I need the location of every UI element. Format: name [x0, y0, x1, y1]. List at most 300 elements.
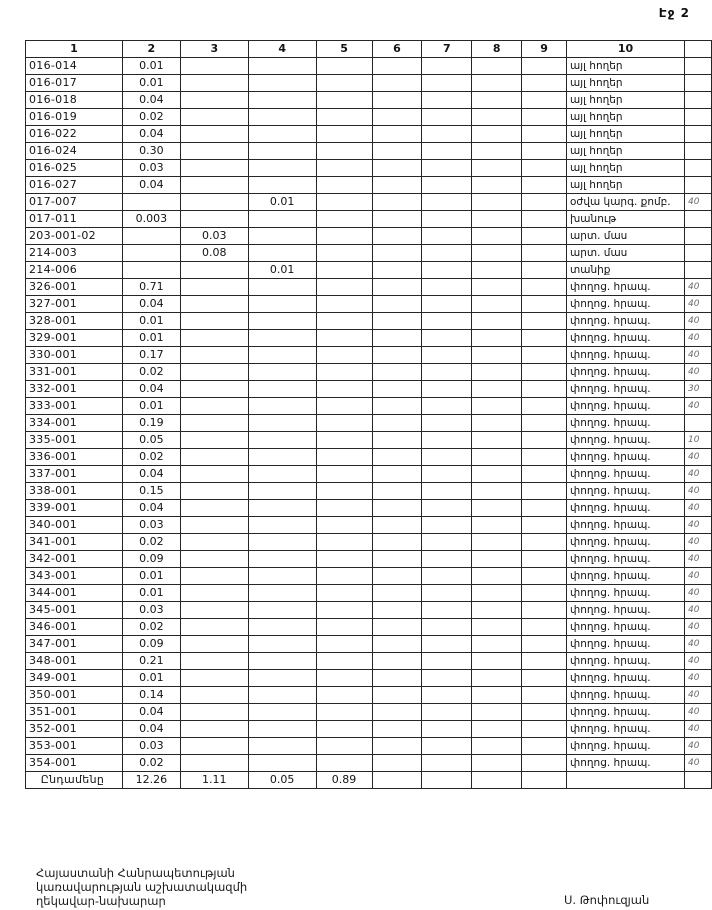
- table-row: [26, 279, 712, 296]
- value-cell: [316, 58, 372, 75]
- value-cell: [472, 211, 522, 228]
- value-cell: [248, 279, 316, 296]
- land-register-table: [25, 40, 712, 789]
- value-cell: [248, 551, 316, 568]
- value-cell: [372, 551, 422, 568]
- description-cell: այլ հողեր: [567, 143, 685, 160]
- value-cell: 0.04: [122, 381, 180, 398]
- value-cell: [248, 449, 316, 466]
- value-cell: [372, 483, 422, 500]
- value-cell: 0.03: [122, 160, 180, 177]
- value-cell: 0.09: [122, 636, 180, 653]
- value-cell: [180, 381, 248, 398]
- value-cell: [522, 670, 567, 687]
- code-cell: 214-006: [26, 262, 123, 279]
- signatory-name: Ս. Թոփուզյան: [564, 893, 650, 907]
- value-cell: [372, 279, 422, 296]
- margin-annotation: 40: [684, 517, 711, 534]
- value-cell: [248, 143, 316, 160]
- description-cell: փողոց. հրապ.: [567, 670, 685, 687]
- value-cell: [472, 500, 522, 517]
- value-cell: 0.21: [122, 653, 180, 670]
- margin-annotation: [684, 143, 711, 160]
- description-cell: այլ հողեր: [567, 92, 685, 109]
- value-cell: [522, 738, 567, 755]
- code-cell: 327-001: [26, 296, 123, 313]
- value-cell: [372, 58, 422, 75]
- value-cell: [316, 262, 372, 279]
- margin-annotation: [684, 126, 711, 143]
- value-cell: [422, 262, 472, 279]
- value-cell: [472, 653, 522, 670]
- margin-annotation: 40: [684, 602, 711, 619]
- margin-annotation: 40: [684, 636, 711, 653]
- value-cell: [372, 517, 422, 534]
- value-cell: [472, 415, 522, 432]
- value-cell: [422, 687, 472, 704]
- description-cell: փողոց. հրապ.: [567, 279, 685, 296]
- value-cell: 0.03: [180, 228, 248, 245]
- table-body: [26, 58, 712, 789]
- description-cell: տանիք: [567, 262, 685, 279]
- code-cell: 336-001: [26, 449, 123, 466]
- table-row: [26, 738, 712, 755]
- table-row: [26, 245, 712, 262]
- value-cell: [316, 364, 372, 381]
- value-cell: [248, 755, 316, 772]
- value-cell: [372, 347, 422, 364]
- margin-annotation: 40: [684, 483, 711, 500]
- value-cell: [316, 194, 372, 211]
- value-cell: [372, 466, 422, 483]
- margin-annotation: 30: [684, 381, 711, 398]
- value-cell: [472, 279, 522, 296]
- value-cell: [316, 585, 372, 602]
- description-cell: այլ հողեր: [567, 160, 685, 177]
- value-cell: [422, 126, 472, 143]
- value-cell: 0.01: [122, 75, 180, 92]
- table-row: [26, 313, 712, 330]
- value-cell: [522, 500, 567, 517]
- value-cell: [372, 75, 422, 92]
- margin-annotation: 40: [684, 721, 711, 738]
- value-cell: [180, 347, 248, 364]
- value-cell: [180, 568, 248, 585]
- value-cell: [522, 517, 567, 534]
- table-row: [26, 534, 712, 551]
- value-cell: [316, 483, 372, 500]
- value-cell: [472, 92, 522, 109]
- value-cell: [122, 262, 180, 279]
- code-cell: 347-001: [26, 636, 123, 653]
- table-row: [26, 211, 712, 228]
- value-cell: [522, 721, 567, 738]
- value-cell: [422, 92, 472, 109]
- code-cell: 342-001: [26, 551, 123, 568]
- value-cell: [316, 245, 372, 262]
- value-cell: [372, 772, 422, 789]
- description-cell: փողոց. հրապ.: [567, 415, 685, 432]
- value-cell: [422, 721, 472, 738]
- value-cell: 0.02: [122, 449, 180, 466]
- value-cell: [180, 313, 248, 330]
- value-cell: [422, 449, 472, 466]
- table-row: [26, 755, 712, 772]
- value-cell: [472, 75, 522, 92]
- value-cell: [422, 432, 472, 449]
- description-cell: այլ հողեր: [567, 177, 685, 194]
- value-cell: [180, 109, 248, 126]
- value-cell: [422, 177, 472, 194]
- value-cell: [316, 228, 372, 245]
- value-cell: 0.08: [180, 245, 248, 262]
- value-cell: [180, 75, 248, 92]
- value-cell: [248, 126, 316, 143]
- code-cell: 343-001: [26, 568, 123, 585]
- table-row: [26, 670, 712, 687]
- description-cell: փողոց. հրապ.: [567, 517, 685, 534]
- value-cell: 0.03: [122, 738, 180, 755]
- margin-annotation: 40: [684, 755, 711, 772]
- value-cell: [422, 500, 472, 517]
- value-cell: [372, 602, 422, 619]
- value-cell: 0.05: [122, 432, 180, 449]
- margin-annotation: [684, 772, 711, 789]
- column-header: 8: [472, 41, 522, 58]
- value-cell: [522, 313, 567, 330]
- table-row: [26, 177, 712, 194]
- value-cell: [372, 177, 422, 194]
- value-cell: [248, 160, 316, 177]
- value-cell: 0.02: [122, 364, 180, 381]
- value-cell: [522, 398, 567, 415]
- value-cell: [316, 347, 372, 364]
- value-cell: 0.19: [122, 415, 180, 432]
- value-cell: [522, 296, 567, 313]
- code-cell: 352-001: [26, 721, 123, 738]
- table-row: [26, 415, 712, 432]
- value-cell: [522, 772, 567, 789]
- value-cell: [372, 568, 422, 585]
- value-cell: 0.02: [122, 109, 180, 126]
- value-cell: 0.01: [122, 330, 180, 347]
- description-cell: փողոց. հրապ.: [567, 466, 685, 483]
- value-cell: [372, 619, 422, 636]
- table-row: [26, 381, 712, 398]
- value-cell: [422, 228, 472, 245]
- margin-annotation: 40: [684, 194, 711, 211]
- description-cell: փողոց. հրապ.: [567, 500, 685, 517]
- value-cell: [248, 653, 316, 670]
- value-cell: [522, 534, 567, 551]
- value-cell: 0.17: [122, 347, 180, 364]
- value-cell: [522, 568, 567, 585]
- value-cell: [248, 313, 316, 330]
- value-cell: [316, 755, 372, 772]
- value-cell: [472, 704, 522, 721]
- value-cell: [248, 619, 316, 636]
- value-cell: [422, 636, 472, 653]
- value-cell: [422, 143, 472, 160]
- value-cell: [180, 738, 248, 755]
- value-cell: 0.01: [122, 670, 180, 687]
- value-cell: [248, 738, 316, 755]
- description-cell: այլ հողեր: [567, 109, 685, 126]
- value-cell: [180, 585, 248, 602]
- column-header: 2: [122, 41, 180, 58]
- table-row: [26, 551, 712, 568]
- value-cell: [422, 398, 472, 415]
- margin-annotation: 40: [684, 551, 711, 568]
- value-cell: [472, 585, 522, 602]
- value-cell: [472, 755, 522, 772]
- margin-annotation: [684, 211, 711, 228]
- value-cell: 1.11: [180, 772, 248, 789]
- value-cell: [522, 415, 567, 432]
- code-cell: 341-001: [26, 534, 123, 551]
- value-cell: 0.04: [122, 466, 180, 483]
- table-row: [26, 330, 712, 347]
- value-cell: [522, 364, 567, 381]
- value-cell: [248, 398, 316, 415]
- value-cell: [522, 58, 567, 75]
- table-row: [26, 296, 712, 313]
- code-cell: 335-001: [26, 432, 123, 449]
- value-cell: [422, 772, 472, 789]
- value-cell: [180, 364, 248, 381]
- value-cell: [180, 653, 248, 670]
- margin-annotation: 40: [684, 534, 711, 551]
- value-cell: [248, 364, 316, 381]
- code-cell: 345-001: [26, 602, 123, 619]
- table-row: [26, 636, 712, 653]
- value-cell: [372, 721, 422, 738]
- value-cell: [522, 704, 567, 721]
- table-row: [26, 721, 712, 738]
- description-cell: փողոց. հրապ.: [567, 398, 685, 415]
- value-cell: [472, 432, 522, 449]
- value-cell: 0.04: [122, 721, 180, 738]
- table-row: [26, 704, 712, 721]
- value-cell: [472, 330, 522, 347]
- margin-annotation: 40: [684, 296, 711, 313]
- description-cell: այլ հողեր: [567, 58, 685, 75]
- value-cell: [180, 636, 248, 653]
- margin-annotation: [684, 228, 711, 245]
- value-cell: [316, 177, 372, 194]
- value-cell: [422, 313, 472, 330]
- description-cell: փողոց. հրապ.: [567, 364, 685, 381]
- value-cell: [248, 704, 316, 721]
- value-cell: [248, 500, 316, 517]
- value-cell: [316, 670, 372, 687]
- description-cell: փողոց. հրապ.: [567, 313, 685, 330]
- value-cell: [422, 279, 472, 296]
- value-cell: [316, 126, 372, 143]
- description-cell: [567, 772, 685, 789]
- table-row: [26, 347, 712, 364]
- value-cell: [522, 143, 567, 160]
- value-cell: [180, 211, 248, 228]
- value-cell: [372, 160, 422, 177]
- value-cell: [180, 551, 248, 568]
- margin-annotation: 40: [684, 347, 711, 364]
- value-cell: [522, 755, 567, 772]
- value-cell: [316, 143, 372, 160]
- value-cell: [180, 500, 248, 517]
- value-cell: 0.14: [122, 687, 180, 704]
- value-cell: [522, 211, 567, 228]
- value-cell: [372, 381, 422, 398]
- description-cell: այլ հողեր: [567, 126, 685, 143]
- value-cell: [522, 585, 567, 602]
- code-cell: 203-001-02: [26, 228, 123, 245]
- value-cell: [522, 381, 567, 398]
- value-cell: [372, 211, 422, 228]
- value-cell: [522, 92, 567, 109]
- value-cell: [422, 551, 472, 568]
- value-cell: [472, 160, 522, 177]
- value-cell: 0.05: [248, 772, 316, 789]
- value-cell: [522, 228, 567, 245]
- value-cell: [472, 449, 522, 466]
- value-cell: [422, 75, 472, 92]
- value-cell: [422, 585, 472, 602]
- value-cell: [422, 347, 472, 364]
- value-cell: [180, 721, 248, 738]
- code-cell: 016-027: [26, 177, 123, 194]
- value-cell: [180, 415, 248, 432]
- value-cell: [472, 143, 522, 160]
- value-cell: 0.01: [122, 398, 180, 415]
- value-cell: 0.04: [122, 126, 180, 143]
- value-cell: [422, 58, 472, 75]
- value-cell: [316, 517, 372, 534]
- margin-annotation: 40: [684, 398, 711, 415]
- margin-annotation: [684, 245, 711, 262]
- code-cell: 337-001: [26, 466, 123, 483]
- value-cell: [248, 245, 316, 262]
- value-cell: [472, 398, 522, 415]
- value-cell: [522, 245, 567, 262]
- description-cell: փողոց. հրապ.: [567, 449, 685, 466]
- code-cell: Ընդամենը: [26, 772, 123, 789]
- margin-annotation: 10: [684, 432, 711, 449]
- value-cell: [316, 160, 372, 177]
- margin-annotation: 40: [684, 738, 711, 755]
- value-cell: 0.04: [122, 500, 180, 517]
- value-cell: [180, 279, 248, 296]
- value-cell: [372, 245, 422, 262]
- value-cell: [316, 721, 372, 738]
- value-cell: [522, 432, 567, 449]
- margin-annotation: 40: [684, 670, 711, 687]
- signatory-title-block: [36, 866, 247, 908]
- value-cell: 0.04: [122, 296, 180, 313]
- value-cell: [180, 466, 248, 483]
- description-cell: փողոց. հրապ.: [567, 381, 685, 398]
- value-cell: [422, 194, 472, 211]
- code-cell: 338-001: [26, 483, 123, 500]
- value-cell: [248, 228, 316, 245]
- value-cell: [248, 721, 316, 738]
- table-row: [26, 619, 712, 636]
- code-cell: 339-001: [26, 500, 123, 517]
- value-cell: [248, 211, 316, 228]
- value-cell: [372, 687, 422, 704]
- value-cell: [422, 704, 472, 721]
- margin-annotation: 40: [684, 466, 711, 483]
- description-cell: փողոց. հրապ.: [567, 330, 685, 347]
- value-cell: [248, 381, 316, 398]
- value-cell: [472, 296, 522, 313]
- margin-annotation: 40: [684, 279, 711, 296]
- margin-annotation: 40: [684, 364, 711, 381]
- description-cell: փողոց. հրապ.: [567, 721, 685, 738]
- description-cell: արտ. մաս: [567, 245, 685, 262]
- value-cell: [180, 296, 248, 313]
- code-cell: 016-018: [26, 92, 123, 109]
- description-cell: փողոց. հրապ.: [567, 602, 685, 619]
- value-cell: [522, 75, 567, 92]
- value-cell: [316, 398, 372, 415]
- table-row: [26, 58, 712, 75]
- value-cell: [248, 466, 316, 483]
- value-cell: [316, 415, 372, 432]
- table-row: [26, 483, 712, 500]
- value-cell: [180, 755, 248, 772]
- description-cell: արտ. մաս: [567, 228, 685, 245]
- value-cell: [522, 636, 567, 653]
- value-cell: [472, 364, 522, 381]
- value-cell: [522, 687, 567, 704]
- value-cell: [472, 347, 522, 364]
- value-cell: 0.01: [122, 568, 180, 585]
- value-cell: [316, 466, 372, 483]
- code-cell: 333-001: [26, 398, 123, 415]
- value-cell: [316, 534, 372, 551]
- margin-annotation: 40: [684, 704, 711, 721]
- description-cell: փողոց. հրապ.: [567, 432, 685, 449]
- value-cell: [522, 653, 567, 670]
- description-cell: փողոց. հրապ.: [567, 653, 685, 670]
- table-row: [26, 109, 712, 126]
- value-cell: [422, 534, 472, 551]
- value-cell: [316, 687, 372, 704]
- value-cell: [180, 704, 248, 721]
- margin-annotation: [684, 75, 711, 92]
- value-cell: [522, 347, 567, 364]
- value-cell: [248, 75, 316, 92]
- code-cell: 354-001: [26, 755, 123, 772]
- value-cell: [122, 228, 180, 245]
- value-cell: [472, 483, 522, 500]
- value-cell: [180, 483, 248, 500]
- margin-annotation: 40: [684, 619, 711, 636]
- value-cell: [422, 245, 472, 262]
- code-cell: 214-003: [26, 245, 123, 262]
- description-cell: փողոց. հրապ.: [567, 296, 685, 313]
- margin-annotation: [684, 160, 711, 177]
- value-cell: 12.26: [122, 772, 180, 789]
- value-cell: 0.01: [122, 58, 180, 75]
- value-cell: [522, 449, 567, 466]
- description-cell: փողոց. հրապ.: [567, 755, 685, 772]
- value-cell: [522, 483, 567, 500]
- code-cell: 340-001: [26, 517, 123, 534]
- value-cell: [472, 177, 522, 194]
- value-cell: [472, 126, 522, 143]
